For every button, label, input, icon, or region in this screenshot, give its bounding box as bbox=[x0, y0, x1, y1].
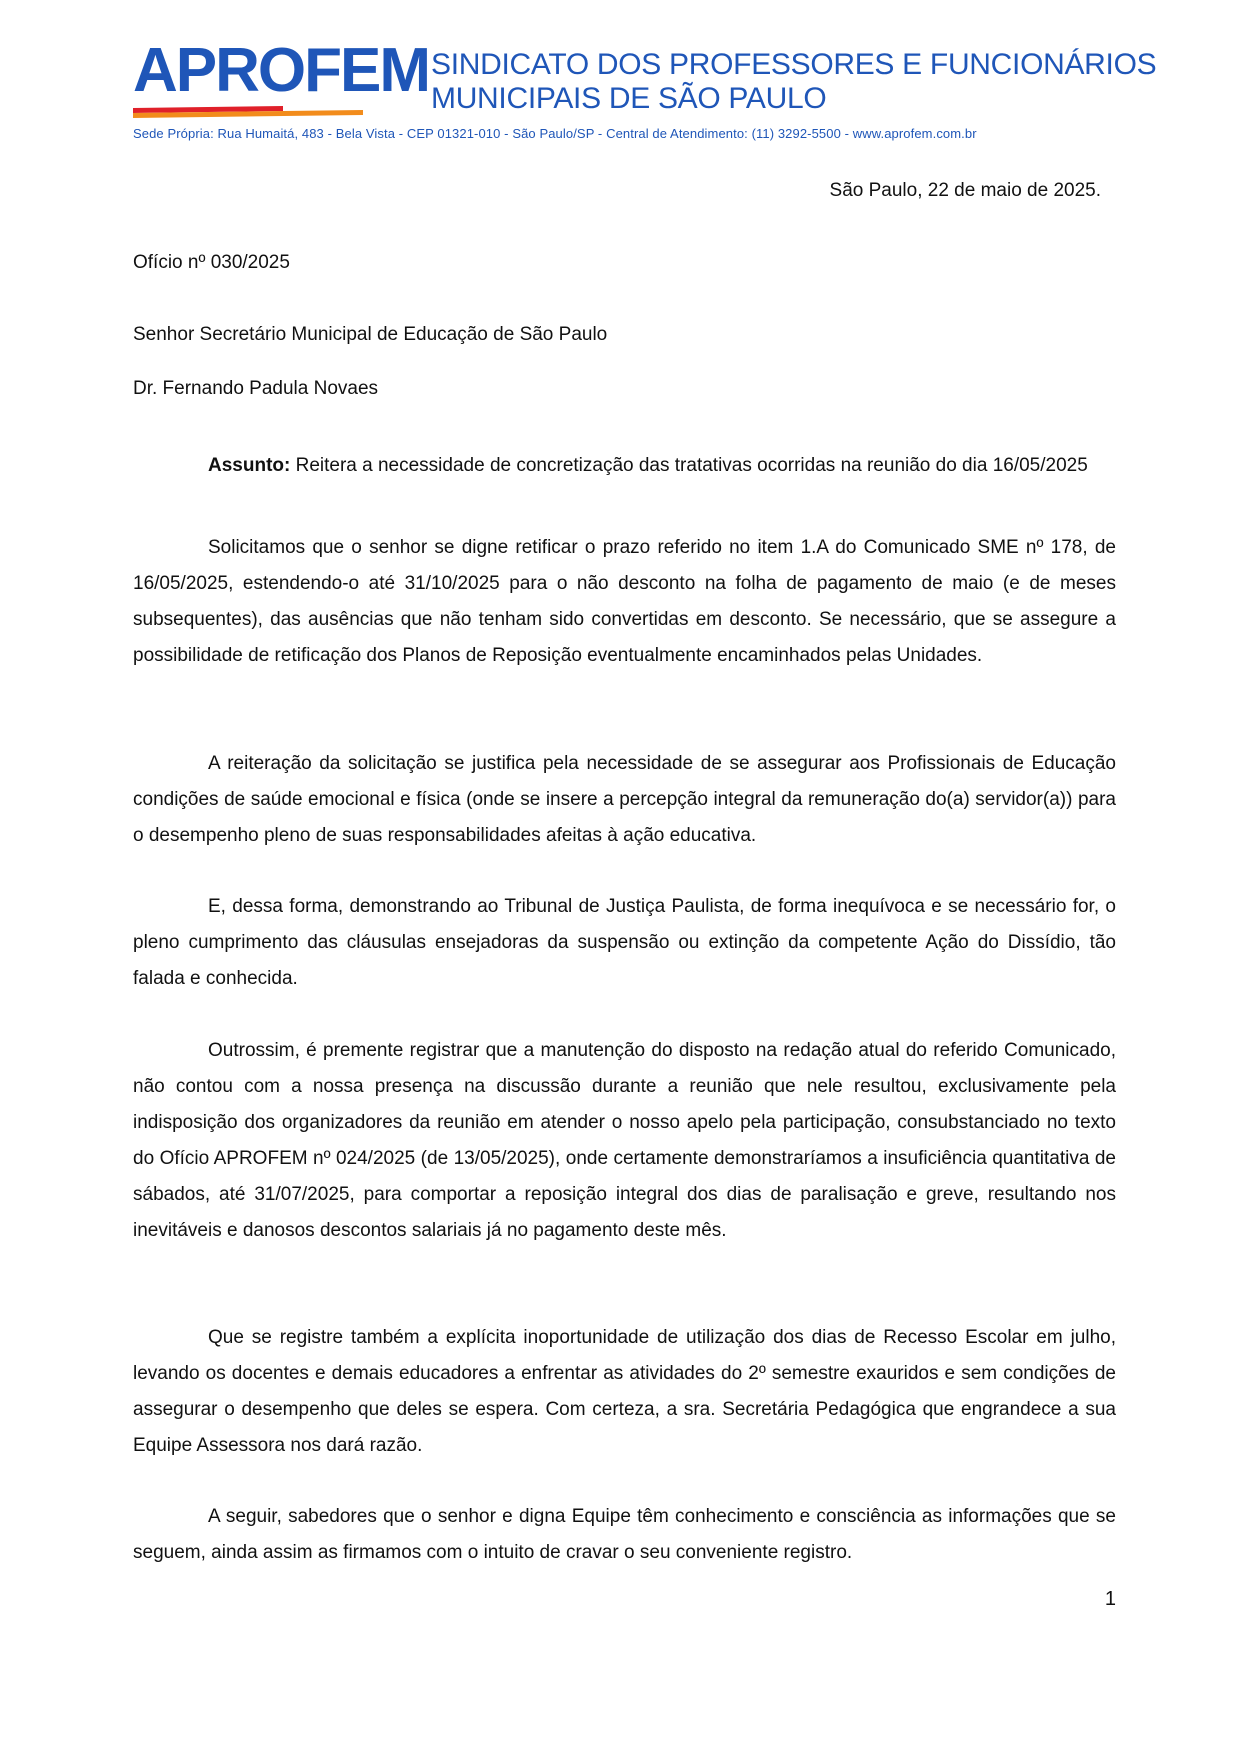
subject-line bbox=[133, 452, 1116, 480]
recipient-title: Senhor Secretário Municipal de Educação de São Paulo bbox=[133, 324, 608, 345]
paragraph-3: E, dessa forma, demonstrando ao Tribunal de Justiça Paulista, de forma inequívoca e se necessário for, o pleno cumprimento das cláusulas ensejadoras da suspensão ou extinção da competente Ação do Dissídio, tão falada e conhecida. bbox=[133, 896, 1116, 989]
subject-text: Reitera a necessidade de concretização das tratativas ocorridas na reunião do dia 16/05/2025 bbox=[290, 455, 1088, 476]
recipient-name: Dr. Fernando Padula Novaes bbox=[133, 378, 379, 399]
letter-date: São Paulo, 22 de maio de 2025. bbox=[829, 180, 1101, 201]
org-name-line-1: SINDICATO DOS PROFESSORES E FUNCIONÁRIOS bbox=[431, 48, 1157, 81]
logo-swoosh-icon bbox=[133, 106, 425, 118]
paragraph-4: Outrossim, é premente registrar que a manutenção do disposto na redação atual do referido Comunicado, não contou com a nossa presença na discussão durante a reunião que nele resultou, exclusivamente pela indisposição dos organizadores da reunião em atender o nosso apelo pela participação, consubstanciado no texto do Ofício APROFEM nº 024/2025 (de 13/05/2025), onde certamente demonstraríamos a insuficiência quantitativa de sábados, até 31/07/2025, para comportar a reposição integral dos dias de paralisação e greve, resultando nos inevitáveis e danosos descontos salariais já no pagamento deste mês. bbox=[133, 1040, 1116, 1241]
subject-label: Assunto: bbox=[208, 455, 291, 476]
org-name-line-2: MUNICIPAIS DE SÃO PAULO bbox=[431, 82, 827, 115]
aprofem-logo bbox=[133, 36, 429, 120]
paragraph-1: Solicitamos que o senhor se digne retificar o prazo referido no item 1.A do Comunicado SME nº 178, de 16/05/2025, estendendo-o até 31/10/2025 para o não desconto na folha de pagamento de maio (e de meses subsequentes), das ausências que não tenham sido convertidas em desconto. Se necessário, que se assegure a possibilidade de retificação dos Planos de Reposição eventualmente encaminhados pelas Unidades. bbox=[133, 537, 1116, 666]
logo-text: APROFEM bbox=[133, 36, 429, 105]
paragraph-5: Que se registre também a explícita inoportunidade de utilização dos dias de Recesso Escolar em julho, levando os docentes e demais educadores a enfrentar as atividades do 2º semestre exauridos e sem condições de assegurar o desempenho que deles se espera. Com certeza, a sra. Secretária Pedagógica que engrandece a sua Equipe Assessora nos dará razão. bbox=[133, 1327, 1116, 1456]
paragraph-2: A reiteração da solicitação se justifica pela necessidade de se assegurar aos Profissionais de Educação condições de saúde emocional e física (onde se insere a percepção integral da remuneração do(a) servidor(a)) para o desempenho pleno de suas responsabilidades afeitas à ação educativa. bbox=[133, 753, 1116, 846]
paragraph-6: A seguir, sabedores que o senhor e digna Equipe têm conhecimento e consciência as informações que se seguem, ainda assim as firmamos com o intuito de cravar o seu conveniente registro. bbox=[133, 1506, 1116, 1563]
oficio-number: Ofício nº 030/2025 bbox=[133, 252, 290, 273]
page-number: 1 bbox=[1104, 1588, 1116, 1610]
letterhead bbox=[133, 36, 1157, 146]
address-line: Sede Própria: Rua Humaitá, 483 - Bela Vista - CEP 01321-010 - São Paulo/SP - Central de Atendimento: (11) 3292-5500 - www.aprofem.com.br bbox=[133, 126, 977, 141]
organization-name bbox=[431, 48, 1156, 116]
